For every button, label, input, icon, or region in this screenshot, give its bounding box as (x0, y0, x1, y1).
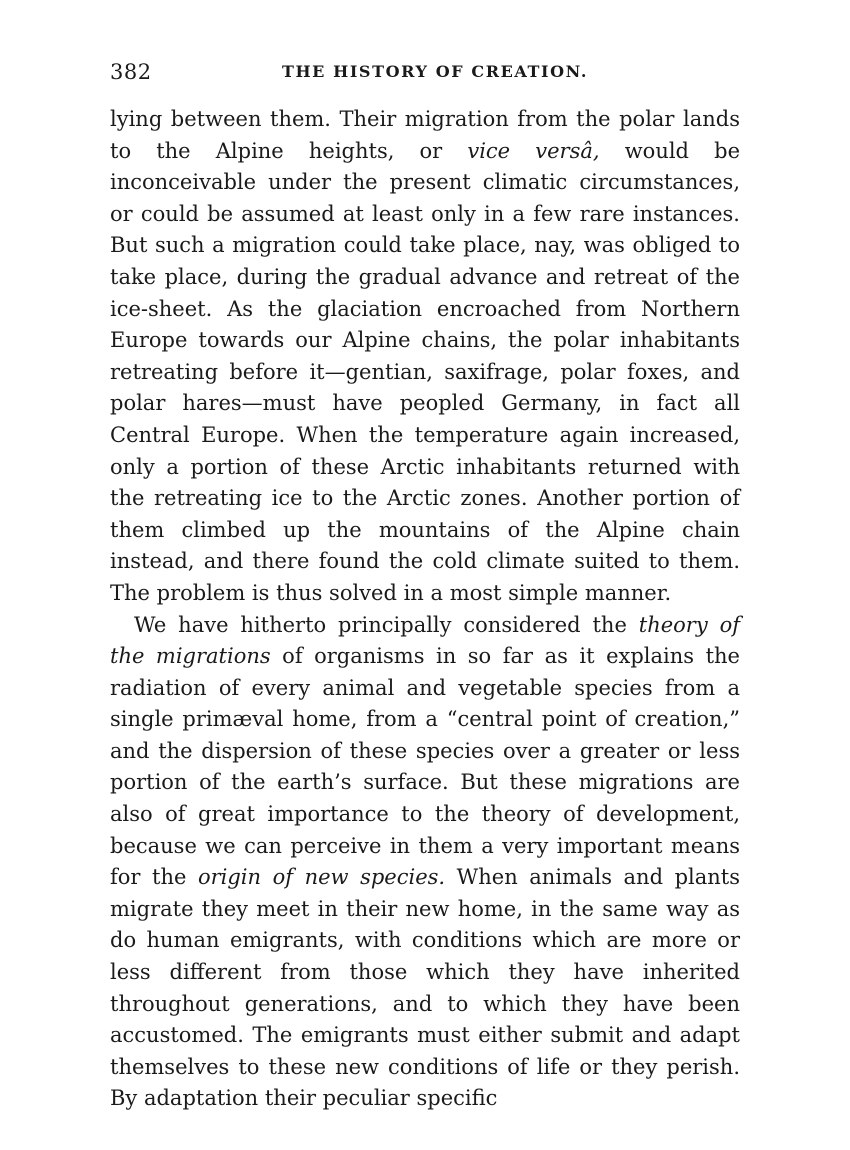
text-segment: When animals and plants migrate they meet in their new home, in the same way as do human emigrants, with conditions which are more or less different from those which they have inherited throughout generations, and to which they have been accustomed. The emigrants must either submit and adapt themselves to these new conditions of life or they perish. By adaptation their peculiar specific (110, 865, 740, 1111)
italic-phrase: vice versâ, (467, 138, 600, 163)
paragraph-1 (110, 104, 740, 610)
italic-phrase: theory of the migrations (110, 612, 741, 669)
text-segment: of organisms in so far as it explains the radiation of every animal and vegetable species from a single primæval home, from a “central point of creation,” and the dispersion of these species over a greater or less portion of the earth’s surface. But these migrations are also of great importance to the theory of development, because we can perceive in them a very important means for the (110, 644, 740, 890)
text-segment: lying between them. Their migration from the polar lands to the Alpine heights, or (110, 107, 740, 163)
paragraph-2 (110, 610, 740, 1116)
text-segment: We have hitherto principally considered the (134, 612, 639, 637)
running-title: THE HISTORY OF CREATION. (281, 62, 589, 81)
running-head (110, 60, 740, 92)
page-number: 382 (110, 60, 152, 84)
body-text (110, 104, 740, 1115)
book-page (110, 60, 741, 1111)
italic-phrase: origin of new species. (197, 865, 446, 890)
text-segment: would be inconceivable under the present climatic circumstances, or could be assumed at least only in a few rare instances. But such a migration could take place, nay, was obliged to take place, during the gradual advance and retreat of the ice-sheet. As the glaciation encroached from Northern Europe towards our Alpine chains, the polar inhabitants retreating before it—gentian, saxifrage, polar foxes, and polar hares—must have peopled Germany, in fact all Central Europe. When the temperature again increased, only a portion of these Arctic inhabitants returned with the retreating ice to the Arctic zones. Another portion of them climbed up the mountains of the Alpine chain instead, and there found the cold climate suited to them. The problem is thus solved in a most simple manner. (110, 138, 740, 605)
